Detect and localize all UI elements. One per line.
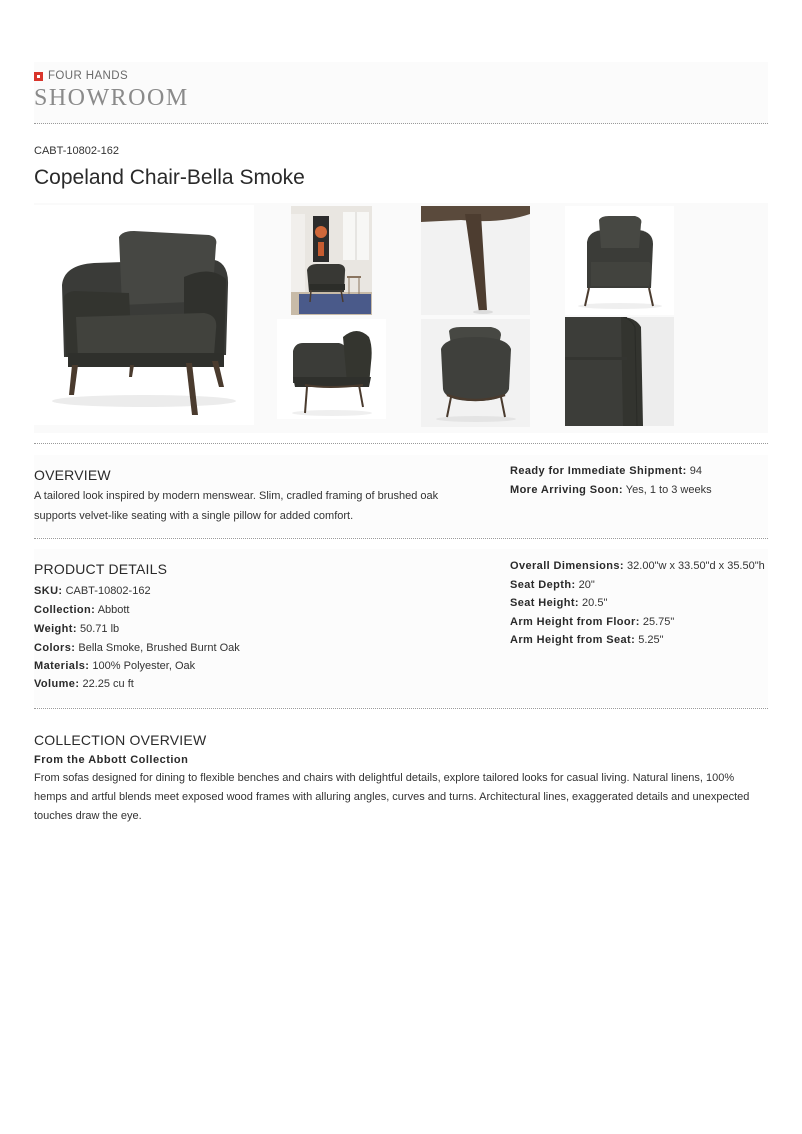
dimension-value: 32.00"w x 33.50"d x 35.50"h bbox=[627, 560, 765, 572]
leg-detail-photo[interactable] bbox=[421, 206, 530, 315]
dimension-row bbox=[510, 594, 607, 613]
detail-row bbox=[34, 601, 130, 620]
availability-value: Yes, 1 to 3 weeks bbox=[625, 484, 712, 496]
brand-logo bbox=[34, 69, 128, 83]
showroom-wordmark: SHOWROOM bbox=[34, 85, 189, 111]
detail-label: Materials: bbox=[34, 660, 90, 672]
detail-row bbox=[34, 657, 195, 676]
divider bbox=[34, 538, 768, 539]
dimension-value: 20.5" bbox=[582, 597, 608, 609]
chair-back-photo[interactable] bbox=[421, 319, 530, 427]
divider bbox=[34, 123, 768, 124]
dimension-row bbox=[510, 631, 664, 650]
detail-label: Collection: bbox=[34, 604, 96, 616]
availability-label: Ready for Immediate Shipment: bbox=[510, 465, 687, 477]
availability-row bbox=[510, 481, 712, 500]
detail-row bbox=[34, 675, 134, 694]
dimension-row bbox=[510, 576, 595, 595]
dimension-label: Arm Height from Seat: bbox=[510, 634, 636, 646]
detail-label: Weight: bbox=[34, 623, 77, 635]
overview-text: A tailored look inspired by modern menswear. Slim, cradled framing of brushed oak supports velvet-like seating with a single pillow for added comfort. bbox=[34, 490, 439, 522]
collection-title: COLLECTION OVERVIEW bbox=[34, 732, 207, 748]
spec-sheet bbox=[34, 0, 768, 1134]
product-gallery bbox=[34, 203, 768, 433]
detail-label: Colors: bbox=[34, 642, 76, 654]
sku-code: CABT-10802-162 bbox=[34, 145, 119, 157]
dimension-label: Seat Height: bbox=[510, 597, 579, 609]
dimension-row bbox=[510, 557, 765, 576]
availability-row bbox=[510, 462, 702, 481]
collection-text: From sofas designed for dining to flexible benches and chairs with delightful details, explore tailored looks for casual living. Natural linens, 100% hemps and artful blends meet exposed wood frames with alluring angles, curves and turns. Architectural lines, exaggerated details and unexpected touches draw the eye. bbox=[34, 772, 750, 823]
dimension-label: Overall Dimensions: bbox=[510, 560, 624, 572]
brand-name: FOUR HANDS bbox=[48, 70, 129, 82]
dimension-label: Arm Height from Floor: bbox=[510, 616, 640, 628]
overview-title: OVERVIEW bbox=[34, 467, 111, 483]
overview-section bbox=[34, 455, 768, 537]
chair-front-photo[interactable] bbox=[565, 206, 674, 315]
availability-label: More Arriving Soon: bbox=[510, 484, 623, 496]
detail-row bbox=[34, 639, 240, 658]
divider bbox=[34, 708, 768, 709]
detail-label: Volume: bbox=[34, 678, 80, 690]
dimension-value: 25.75" bbox=[642, 616, 675, 628]
detail-value: Bella Smoke, Brushed Burnt Oak bbox=[78, 642, 240, 654]
collection-subtitle: From the Abbott Collection bbox=[34, 754, 189, 766]
room-scene-photo[interactable] bbox=[291, 206, 372, 315]
product-title: Copeland Chair-Bella Smoke bbox=[34, 166, 305, 189]
availability-value: 94 bbox=[689, 465, 702, 477]
divider bbox=[34, 443, 768, 444]
detail-value: 22.25 cu ft bbox=[82, 678, 134, 690]
dimension-value: 20" bbox=[578, 579, 595, 591]
dimension-label: Seat Depth: bbox=[510, 579, 576, 591]
dimension-row bbox=[510, 613, 674, 632]
detail-value: 50.71 lb bbox=[80, 623, 120, 635]
detail-value: Abbott bbox=[97, 604, 130, 616]
chair-front-angle-photo[interactable] bbox=[34, 205, 254, 425]
product-details-section bbox=[34, 549, 768, 707]
collection-section bbox=[34, 720, 768, 828]
detail-row bbox=[34, 582, 151, 601]
detail-value: CABT-10802-162 bbox=[65, 585, 151, 597]
dimension-value: 5.25" bbox=[638, 634, 664, 646]
detail-label: SKU: bbox=[34, 585, 63, 597]
product-details-title: PRODUCT DETAILS bbox=[34, 561, 168, 577]
chair-side-photo[interactable] bbox=[277, 319, 386, 419]
detail-row bbox=[34, 620, 119, 639]
detail-value: 100% Polyester, Oak bbox=[92, 660, 196, 672]
fabric-detail-photo[interactable] bbox=[565, 317, 674, 426]
logo-mark-icon bbox=[34, 72, 43, 81]
